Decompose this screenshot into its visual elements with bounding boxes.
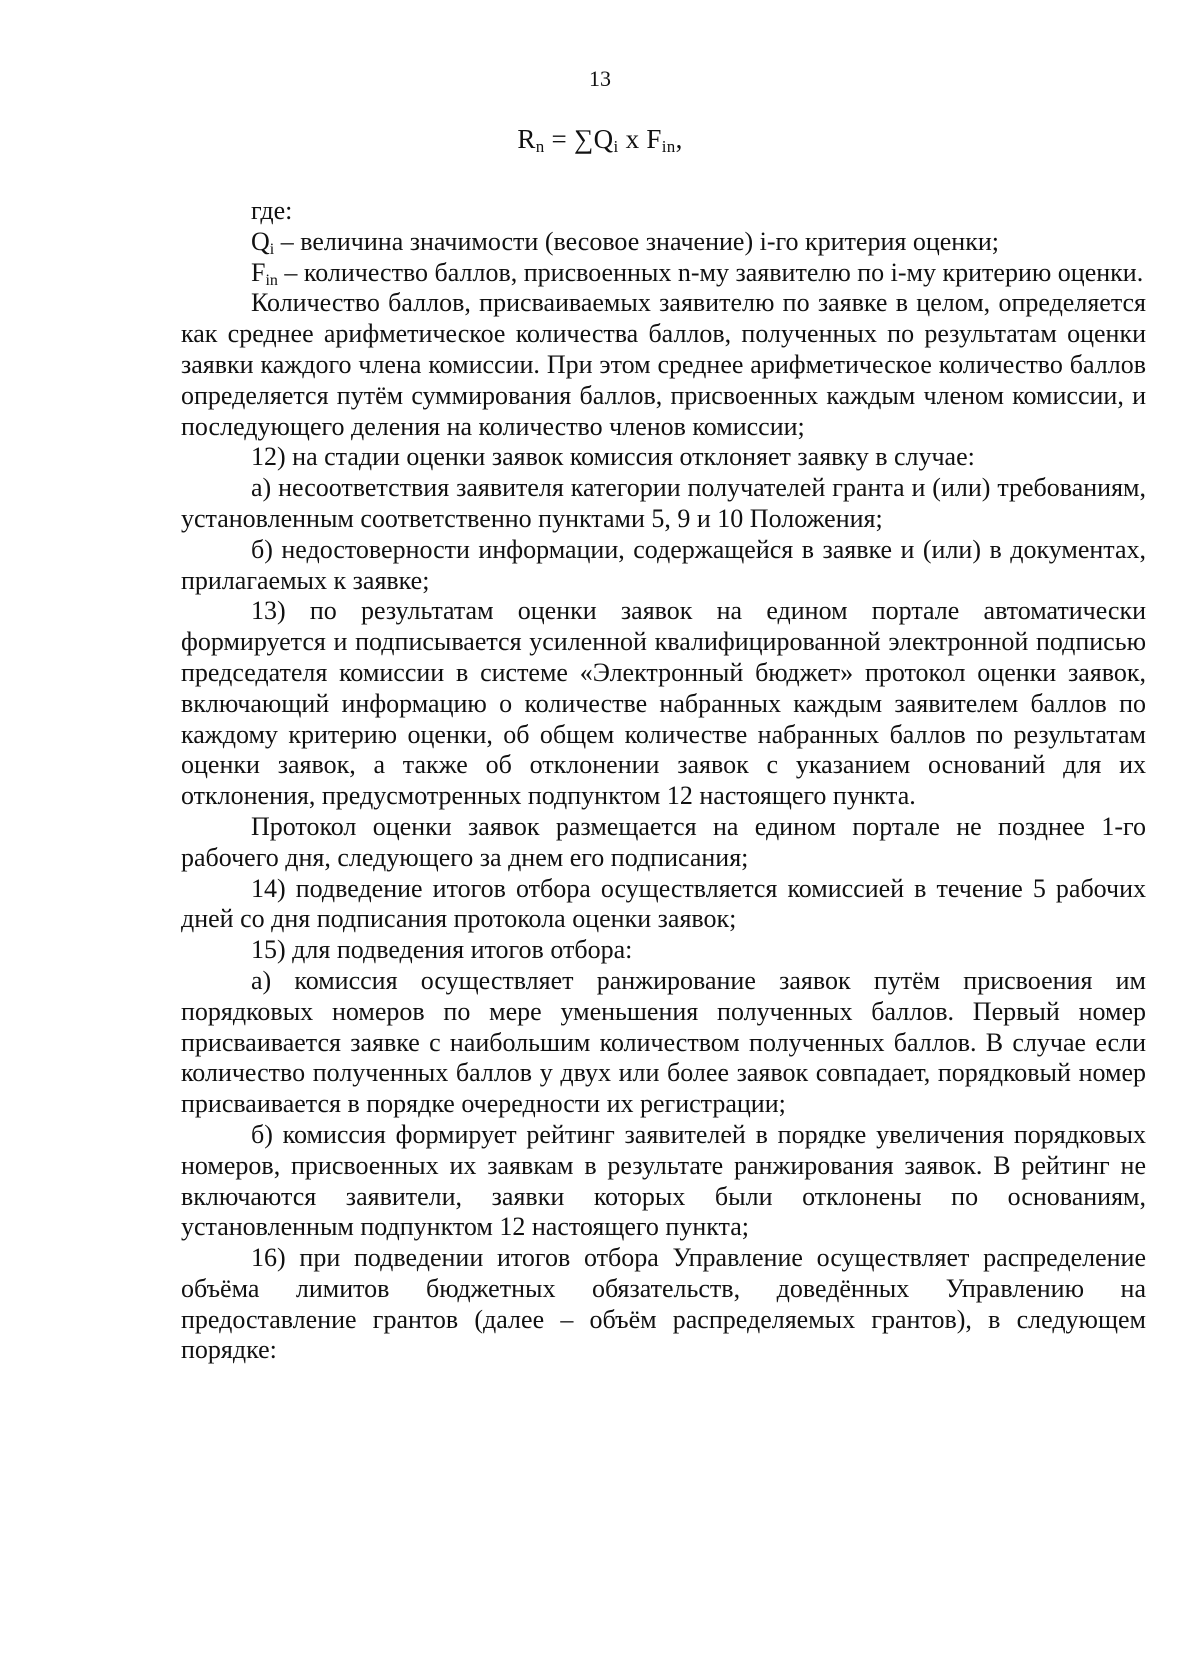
where-label: где: [251, 196, 293, 225]
document-body [181, 196, 1146, 1366]
formula-tail: , [675, 124, 683, 154]
paragraph: 12) на стадии оценки заявок комиссия отклоняет заявку в случае: [251, 442, 975, 472]
paragraph: Протокол оценки заявок размещается на едином портале не позднее 1-го рабочего дня, следующего за днем его подписания; [181, 811, 1146, 872]
paragraph: а) комиссия осуществляет ранжирование заявок путём присвоения им порядковых номеров по мере уменьшения полученных баллов. Первый номер присваивается заявке с наибольшим количеством полученных баллов. В случае если количество полученных баллов у двух или более заявок совпадает, порядковый номер присваивается в порядке очередности их регистрации; [181, 965, 1146, 1119]
paragraph: 16) при подведении итогов отбора Управление осуществляет распределение объёма лимитов бюджетных обязательств, доведённых Управлению на предоставление грантов (далее – объём распределяемых грантов), в следующем порядке: [181, 1243, 1146, 1365]
rating-formula [0, 124, 1200, 155]
formula-times-f: x F [618, 124, 662, 154]
definition-q-subscript: i [269, 240, 275, 258]
definition-f-subscript: in [265, 271, 278, 289]
definition-f [181, 258, 1146, 289]
paragraph: 14) подведение итогов отбора осуществляется комиссией в течение 5 рабочих дней со дня подписания протокола оценки заявок; [181, 873, 1146, 934]
definition-f-symbol: F [251, 257, 266, 287]
formula-q-subscript: i [613, 137, 619, 156]
paragraph: а) несоответствия заявителя категории получателей гранта и (или) требованиям, установленным соответственно пунктами 5, 9 и 10 Положения; [181, 473, 1146, 533]
formula-r: R [517, 124, 536, 154]
formula-r-subscript: n [535, 137, 545, 156]
definition-f-text: – количество баллов, присвоенных n-му заявителю по i-му критерию оценки. [277, 257, 1144, 287]
paragraph: б) недостоверности информации, содержащейся в заявке и (или) в документах, прилагаемых к заявке; [181, 534, 1146, 595]
formula-sum-q: = ∑Q [544, 124, 614, 154]
definition-q-symbol: Q [251, 226, 270, 256]
definition-q [181, 227, 1146, 258]
definition-q-text: – величина значимости (весовое значение) i-го критерия оценки; [274, 226, 999, 256]
paragraph: Количество баллов, присваиваемых заявителю по заявке в целом, определяется как среднее арифметическое количества баллов, полученных по результатам оценки заявки каждого члена комиссии. При этом среднее арифметическое количество баллов определяется путём суммирования баллов, присвоенных каждым членом комиссии, и последующего деления на количество членов комиссии; [181, 288, 1146, 441]
page-number: 13 [589, 66, 611, 91]
paragraph: б) комиссия формирует рейтинг заявителей в порядке увеличения порядковых номеров, присвоенных их заявкам в результате ранжирования заявок. В рейтинг не включаются заявители, заявки которых были отклонены по основаниям, установленным подпунктом 12 настоящего пункта; [181, 1119, 1146, 1242]
paragraph: 15) для подведения итогов отбора: [251, 935, 633, 965]
paragraph: 13) по результатам оценки заявок на едином портале автоматически формируется и подписывается усиленной квалифицированной электронной подписью председателя комиссии в системе «Электронный бюджет» протокол оценки заявок, включающий информацию о количестве набранных каждым заявителем баллов по каждому критерию оценки, об общем количестве набранных баллов по результатам оценки заявок, а также об отклонении заявок с указанием оснований для их отклонения, предусмотренных подпунктом 12 настоящего пункта. [181, 596, 1146, 811]
formula-f-subscript: in [661, 137, 676, 156]
